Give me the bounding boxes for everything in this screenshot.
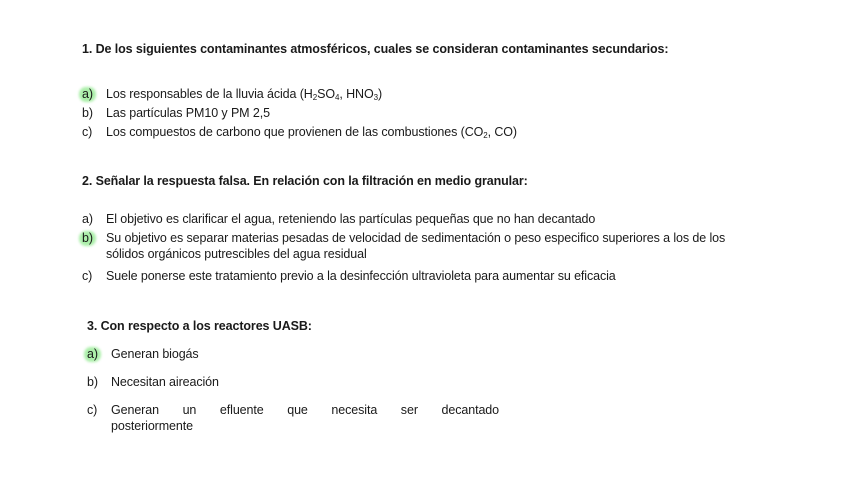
q1-option-c-letter: c) xyxy=(82,125,93,139)
q2-option-c-letter: c) xyxy=(82,269,93,283)
q1-option-a-text: Los responsables de la lluvia ácida ($H_2SO_4$, $HNO_3$) xyxy=(106,87,383,102)
q3-option-c-line1: Generan un efluente que necesita ser decantado xyxy=(111,403,499,417)
q2-option-b-letter: b) xyxy=(82,231,93,245)
q2-option-c-text: Suele ponerse este tratamiento previo a la desinfección ultravioleta para aumentar su eficacia xyxy=(106,269,616,283)
q3-option-c-letter: c) xyxy=(87,403,98,417)
q3-option-b-letter: b) xyxy=(87,375,98,389)
q2-option-a-letter: a) xyxy=(82,212,93,226)
q3-option-b-text: Necesitan aireación xyxy=(111,375,219,389)
q2-option-b-line1: Su objetivo es separar materias pesadas de velocidad de sedimentación o peso especifico superiores a los de los xyxy=(106,231,726,245)
q1-option-b-letter: b) xyxy=(82,106,93,120)
q1-option-a-letter: a) xyxy=(82,87,93,101)
q2-option-a-text: El objetivo es clarificar el agua, reteniendo las partículas pequeñas que no han decantado xyxy=(106,212,596,226)
q3-option-a-letter: a) xyxy=(87,347,98,361)
q3-option-c-line2: posteriormente xyxy=(111,419,193,433)
q1-option-c-text: Los compuestos de carbono que provienen de las combustiones ($CO_2$, CO) xyxy=(106,125,517,140)
question-3-title: 3. Con respecto a los reactores UASB: xyxy=(87,319,312,333)
question-2-title: 2. Señalar la respuesta falsa. En relación con la filtración en medio granular: xyxy=(82,174,528,188)
question-1-title: 1. De los siguientes contaminantes atmosféricos, cuales se consideran contaminantes secundarios: xyxy=(82,42,669,56)
q3-option-a-text: Generan biogás xyxy=(111,347,199,361)
q1-option-b-text: Las partículas PM10 y PM 2,5 xyxy=(106,106,270,120)
q2-option-b-line2: sólidos orgánicos putrescibles del agua residual xyxy=(106,247,367,261)
